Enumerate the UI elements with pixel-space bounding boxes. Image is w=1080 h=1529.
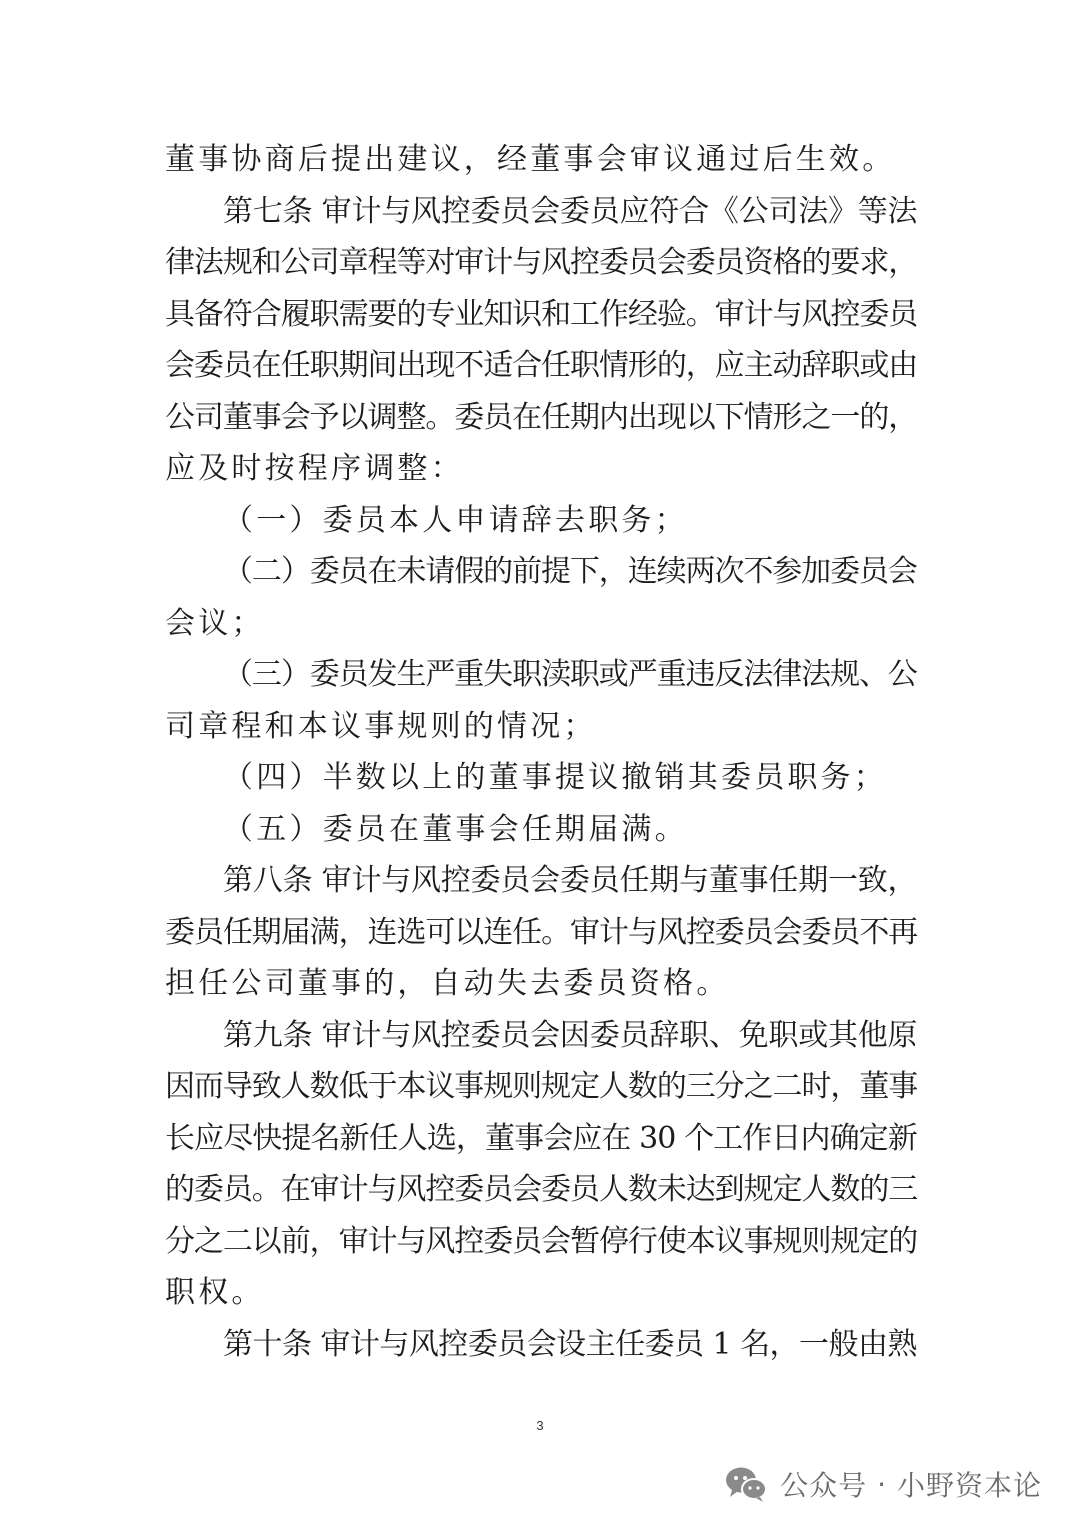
page-number: 3 bbox=[536, 1418, 544, 1433]
text-line: 分之二以前，审计与风控委员会暂停行使本议事规则规定的 bbox=[165, 1223, 918, 1259]
text-line: 第九条 审计与风控委员会因委员辞职、免职或其他原 bbox=[223, 1017, 918, 1053]
document-body bbox=[165, 134, 917, 1370]
text-line: 的委员。在审计与风控委员会委员人数未达到规定人数的三 bbox=[165, 1172, 918, 1207]
watermark bbox=[724, 1462, 1042, 1506]
text-line: （二）委员在未请假的前提下，连续两次不参加委员会 bbox=[223, 554, 917, 589]
text-line: 会议； bbox=[165, 605, 265, 641]
text-line: 第八条 审计与风控委员会委员任期与董事任期一致， bbox=[223, 863, 918, 898]
text-line: （五）委员在董事会任期届满。 bbox=[223, 811, 688, 847]
text-line: 会委员在任职期间出现不适合任职情形的，应主动辞职或由 bbox=[165, 348, 918, 383]
text-line: 职权。 bbox=[165, 1275, 265, 1310]
text-line: 第十条 审计与风控委员会设主任委员 1 名，一般由熟 bbox=[223, 1326, 917, 1362]
text-line: 委员任期届满，连选可以连任。审计与风控委员会委员不再 bbox=[165, 914, 918, 950]
text-line: 董事协商后提出建议，经董事会审议通过后生效。 bbox=[165, 142, 896, 177]
text-line: 长应尽快提名新任人选，董事会应在 30 个工作日内确定新 bbox=[165, 1120, 917, 1156]
text-line: （三）委员发生严重失职渎职或严重违反法律法规、公 bbox=[223, 657, 917, 692]
text-line: 司章程和本议事规则的情况； bbox=[165, 708, 597, 744]
wechat-official-account-icon bbox=[724, 1464, 768, 1504]
text-line: （一）委员本人申请辞去职务； bbox=[223, 502, 688, 538]
text-line: 公司董事会予以调整。委员在任期内出现以下情形之一的， bbox=[165, 399, 918, 435]
text-line: 应及时按程序调整： bbox=[165, 451, 464, 486]
watermark-account: 小野资本论 bbox=[896, 1469, 1042, 1502]
watermark-label: 公众号 bbox=[780, 1469, 868, 1502]
text-line: （四）半数以上的董事提议撤销其委员职务； bbox=[223, 760, 887, 795]
text-line: 具备符合履职需要的专业知识和工作经验。审计与风控委员 bbox=[165, 296, 918, 332]
text-line: 第七条 审计与风控委员会委员应符合《公司法》等法 bbox=[223, 193, 918, 229]
text-line: 担任公司董事的，自动失去委员资格。 bbox=[165, 966, 730, 1001]
watermark-separator: · bbox=[877, 1467, 887, 1501]
text-line: 因而导致人数低于本议事规则规定人数的三分之二时，董事 bbox=[165, 1069, 918, 1104]
text-line: 律法规和公司章程等对审计与风控委员会委员资格的要求， bbox=[165, 245, 918, 280]
